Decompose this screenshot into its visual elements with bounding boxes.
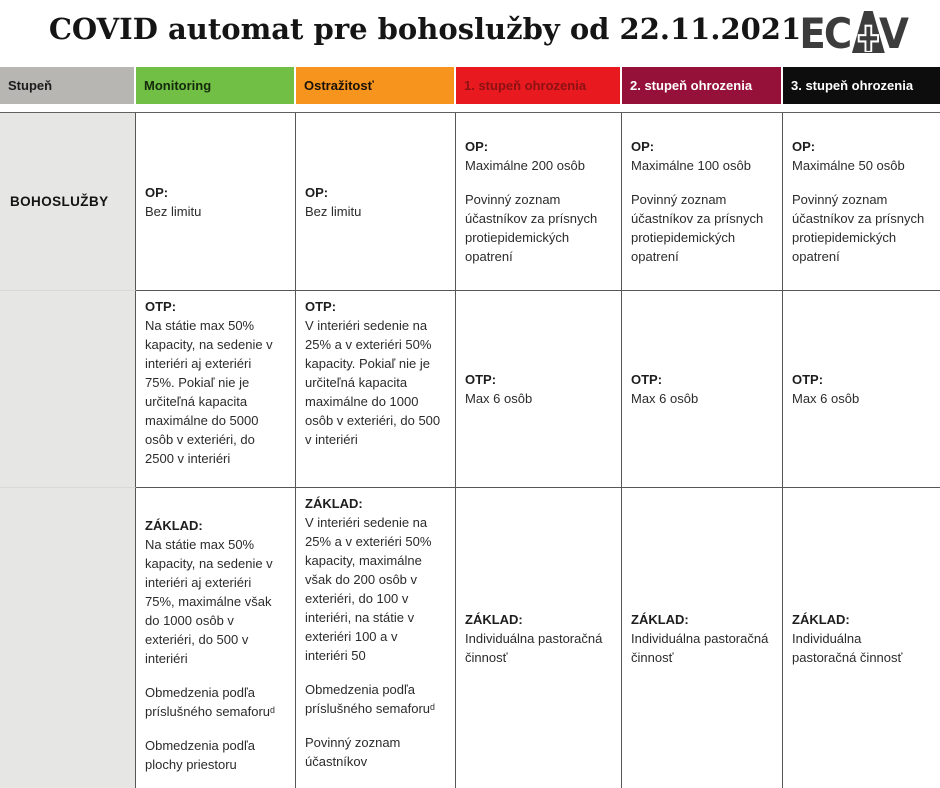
cell-op-ostrazitost: OP: Bez limitu xyxy=(296,113,456,291)
cell-otp-stupen-3: OTP: Max 6 osôb xyxy=(783,291,940,488)
cell-op-stupen-2: OP: Maximálne 100 osôb Povinný zoznam účastníkov za prísnych protiepidemických opatrení xyxy=(622,113,783,291)
header-stupen: Stupeň xyxy=(0,67,136,104)
table-body xyxy=(0,112,940,788)
cell-op-monitoring: OP: Bez limitu xyxy=(136,113,296,291)
cell-otp-stupen-1: OTP: Max 6 osôb xyxy=(456,291,622,488)
cell-otp-ostrazitost: OTP: V interiéri sedenie na 25% a v exteriéri 50% kapacity. Pokiaľ nie je určiteľná kapacita maximálne do 1000 osôb v exteriéri, do 500 v interiéri xyxy=(296,291,456,488)
table-header-row xyxy=(0,67,940,104)
header-stupen-3: 3. stupeň ohrozenia xyxy=(783,67,940,104)
cell-op-stupen-1: OP: Maximálne 200 osôb Povinný zoznam účastníkov za prísnych protiepidemických opatrení xyxy=(456,113,622,291)
cell-otp-stupen-2: OTP: Max 6 osôb xyxy=(622,291,783,488)
stub-bohosluzby xyxy=(0,113,136,291)
stub-row-otp xyxy=(0,291,136,488)
title-bar xyxy=(0,0,940,67)
cell-zaklad-stupen-3: ZÁKLAD: Individuálna pastoračná činnosť xyxy=(792,612,903,665)
header-stupen-1: 1. stupeň ohrozenia xyxy=(456,67,622,104)
ecav-logo xyxy=(799,8,907,58)
page-title: COVID automat pre bohoslužby od 22.11.2021 xyxy=(48,12,802,46)
cell-zaklad-stupen-2: ZÁKLAD: Individuálna pastoračná činnosť xyxy=(622,488,783,788)
ecav-a-cross-icon xyxy=(851,12,884,54)
header-ostrazitost: Ostražitosť xyxy=(296,67,456,104)
row-label: BOHOSLUŽBY xyxy=(10,194,109,209)
cell-zaklad-monitoring: ZÁKLAD: Na státie max 50% kapacity, na sedenie v interiéri aj exteriéri 75%, maximálne však do 1000 osôb v exteriéri, do 500 v interiéri Obmedzenia podľa príslušného semaforuᵈ Obmedzenia podľa plochy priestoru xyxy=(136,488,296,788)
header-stupen-2: 2. stupeň ohrozenia xyxy=(622,67,783,104)
cell-zaklad-stupen-1: ZÁKLAD: Individuálna pastoračná činnosť xyxy=(456,488,622,788)
cell-zaklad-ostrazitost: ZÁKLAD: V interiéri sedenie na 25% a v exteriéri 50% kapacity, maximálne však do 200 osôb v exteriéri, do 100 v interiéri, na státie v exteriéri 100 a v interiéri 50 Obmedzenia podľa príslušného semaforuᵈ Povinný zoznam účastníkov xyxy=(296,488,456,788)
header-monitoring: Monitoring xyxy=(136,67,296,104)
ecav-logo-text-left: EC xyxy=(799,8,851,58)
ecav-logo-text-right: V xyxy=(878,8,907,58)
stub-row-zaklad xyxy=(0,488,136,788)
cell-otp-monitoring: OTP: Na státie max 50% kapacity, na sedenie v interiéri aj exteriéri 75%. Pokiaľ nie je určiteľná kapacita maximálne do 5000 osôb v exteriéri, do 2500 v interiéri xyxy=(136,291,296,488)
cell-op-stupen-3: OP: Maximálne 50 osôb Povinný zoznam účastníkov za prísnych protiepidemických opatrení xyxy=(783,113,940,291)
